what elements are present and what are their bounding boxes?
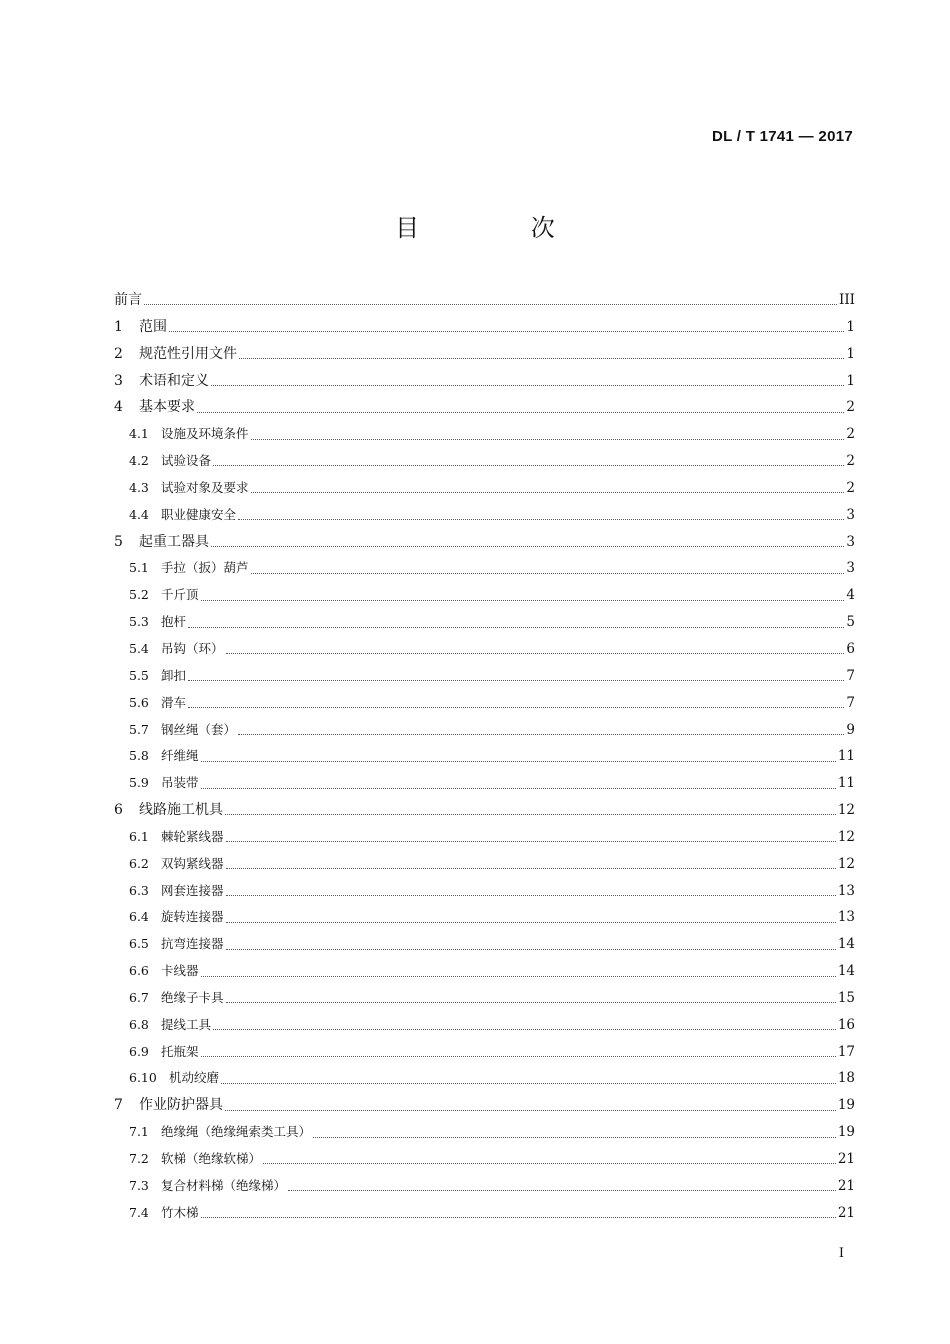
toc-entry-label: 托瓶架 — [161, 1043, 199, 1059]
toc-entry[interactable] — [114, 904, 855, 931]
toc-entry-page: 9 — [846, 721, 855, 738]
dot-leader — [169, 330, 844, 332]
page-number: I — [838, 1246, 844, 1261]
dot-leader — [197, 411, 844, 413]
toc-entry[interactable] — [114, 448, 855, 475]
toc-entry-label: 提线工具 — [161, 1016, 212, 1032]
toc-entry-label: 双钩紧线器 — [161, 855, 224, 871]
toc-entry-page: 21 — [837, 1151, 855, 1167]
toc-entry-number: 6.10 — [129, 1070, 157, 1086]
toc-entry[interactable] — [114, 555, 855, 582]
toc-entry-page: 12 — [837, 828, 855, 845]
dot-leader — [211, 384, 844, 386]
toc-entry-label: 抱杆 — [161, 614, 187, 630]
toc-entry-label: 试验对象及要求 — [161, 479, 249, 495]
toc-entry[interactable] — [114, 1039, 855, 1066]
toc-entry-label: 竹木梯 — [161, 1204, 199, 1220]
toc-entry-page: 7 — [846, 694, 855, 711]
toc-entry-number: 3 — [114, 372, 123, 389]
toc-entry[interactable] — [114, 1173, 855, 1200]
dot-leader — [288, 1189, 836, 1191]
dot-leader — [201, 1216, 836, 1218]
toc-entry-page: 18 — [837, 1070, 855, 1087]
toc-entry-label: 规范性引用文件 — [139, 345, 237, 362]
toc-entry-number: 5.6 — [129, 694, 149, 710]
dot-leader — [226, 921, 836, 923]
dot-leader — [213, 464, 844, 466]
toc-entry[interactable] — [114, 529, 855, 556]
dot-leader — [251, 491, 845, 493]
toc-entry-page: 13 — [837, 909, 855, 926]
toc-title: 目 次 — [395, 214, 607, 242]
toc-entry-page: 2 — [846, 426, 855, 443]
dot-leader — [225, 813, 836, 815]
toc-entry[interactable] — [114, 1119, 855, 1146]
toc-entry-page: 19 — [837, 1097, 855, 1114]
toc-entry[interactable] — [114, 797, 855, 824]
toc-entry[interactable] — [114, 636, 855, 663]
dot-leader — [201, 975, 836, 977]
toc-entry-label: 范围 — [139, 318, 167, 335]
toc-entry-number: 6.7 — [129, 989, 149, 1005]
toc-entry-label: 吊钩（环） — [161, 640, 224, 656]
toc-entry-label: 网套连接器 — [161, 882, 224, 898]
toc-entry[interactable] — [114, 502, 855, 529]
toc-entry-label: 卸扣 — [161, 667, 187, 683]
dot-leader — [211, 545, 844, 547]
dot-leader — [201, 787, 836, 789]
toc-entry-page: III — [839, 292, 855, 308]
toc-entry-label: 千斤顶 — [161, 587, 199, 603]
toc-entry-page: 2 — [846, 479, 855, 496]
toc-entry-page: 4 — [846, 587, 855, 604]
toc-entry-page: 6 — [846, 640, 855, 657]
toc-entry-number: 4.2 — [129, 453, 149, 469]
toc-entry-page: 14 — [837, 963, 855, 980]
toc-entry-number: 7.3 — [129, 1177, 149, 1193]
toc-entry-number: 2 — [114, 345, 123, 362]
toc-entry[interactable] — [114, 341, 855, 368]
dot-leader — [226, 1001, 836, 1003]
toc-entry-page: 3 — [846, 533, 855, 550]
toc-entry-number: 6.9 — [129, 1043, 149, 1059]
dot-leader — [251, 572, 845, 574]
toc-entry-number: 6.1 — [129, 828, 149, 844]
toc-entry[interactable] — [114, 931, 855, 958]
toc-entry-page: 2 — [846, 399, 855, 416]
dot-leader — [226, 894, 836, 896]
toc-entry-label: 复合材料梯（绝缘梯） — [161, 1177, 287, 1193]
toc-entry-number: 4.1 — [129, 426, 149, 442]
toc-entry-number: 5.7 — [129, 721, 149, 737]
toc-entry[interactable] — [114, 1012, 855, 1039]
toc-entry-page: 1 — [846, 318, 855, 335]
toc-entry-label: 纤维绳 — [161, 748, 199, 764]
toc-entry-label: 棘轮紧线器 — [161, 828, 224, 844]
dot-leader — [221, 1082, 836, 1084]
toc-entry[interactable] — [114, 824, 855, 851]
toc-entry[interactable] — [114, 1092, 855, 1119]
dot-leader — [226, 840, 836, 842]
toc-entry-page: 12 — [837, 802, 855, 819]
toc-entry-number: 5.1 — [129, 560, 149, 576]
toc-entry-number: 5.2 — [129, 587, 149, 603]
toc-entry[interactable] — [114, 690, 855, 717]
toc-entry-number: 6.8 — [129, 1016, 149, 1032]
toc-entry[interactable] — [114, 609, 855, 636]
toc-entry-label: 机动绞磨 — [169, 1070, 220, 1086]
toc-entry-label: 旋转连接器 — [161, 909, 224, 925]
dot-leader — [201, 599, 845, 601]
toc-entry[interactable] — [114, 743, 855, 770]
toc-entry-label: 试验设备 — [161, 453, 212, 469]
toc-entry-label: 软梯（绝缘软梯） — [161, 1151, 262, 1166]
toc-entry-number: 5.3 — [129, 614, 149, 630]
toc-entry[interactable] — [114, 878, 855, 905]
dot-leader — [226, 948, 836, 950]
toc-entry[interactable] — [114, 985, 855, 1012]
toc-entry-label: 钢丝绳（套） — [161, 721, 237, 737]
toc-entry-page: 15 — [837, 989, 855, 1006]
toc-entry[interactable] — [114, 582, 855, 609]
toc-entry-label: 设施及环境条件 — [161, 426, 249, 442]
toc-entry-page: 1 — [846, 372, 855, 389]
toc-entry[interactable] — [114, 475, 855, 502]
dot-leader — [213, 1028, 836, 1030]
toc-entry-page: 14 — [837, 936, 855, 953]
dot-leader — [226, 867, 836, 869]
toc-entry-page: 1 — [846, 345, 855, 362]
toc-entry[interactable] — [114, 717, 855, 744]
toc-entry-number: 6.6 — [129, 963, 149, 979]
toc-entry-page: 3 — [846, 506, 855, 523]
toc-entry-page: 21 — [837, 1177, 855, 1194]
toc-entry-label: 职业健康安全 — [161, 506, 237, 522]
dot-leader — [201, 1055, 836, 1057]
toc-entry-number: 5.5 — [129, 667, 149, 683]
toc-entry-page: 17 — [837, 1043, 855, 1060]
toc-entry-label: 起重工器具 — [139, 533, 209, 550]
dot-leader — [226, 652, 845, 654]
toc-entry-number: 4.3 — [129, 479, 149, 495]
toc-entry-label: 手拉（扳）葫芦 — [161, 560, 249, 576]
toc-entry-number: 6.4 — [129, 909, 149, 925]
toc-entry-number: 6.2 — [129, 855, 149, 871]
toc-entry-page: 2 — [846, 453, 855, 470]
dot-leader — [188, 626, 844, 628]
toc-entry[interactable] — [114, 770, 855, 797]
dot-leader — [238, 518, 844, 520]
toc-entry[interactable] — [114, 663, 855, 690]
toc-entry-number: 7 — [114, 1097, 123, 1114]
toc-entry-number: 7.2 — [129, 1151, 149, 1166]
toc-entry-number: 6.3 — [129, 882, 149, 898]
toc-entry[interactable] — [114, 1146, 855, 1173]
toc-entry-label: 卡线器 — [161, 963, 199, 979]
toc-entry-number: 5.8 — [129, 748, 149, 764]
toc-entry-number: 5.9 — [129, 775, 149, 791]
toc-entry-label: 抗弯连接器 — [161, 936, 224, 952]
toc-entry-page: 11 — [837, 775, 855, 792]
dot-leader — [239, 357, 844, 359]
toc-entry-page: 7 — [846, 667, 855, 684]
toc-entry-page: 12 — [837, 855, 855, 872]
dot-leader — [188, 679, 844, 681]
toc-entry-page: 13 — [837, 882, 855, 899]
toc-entry-label: 滑车 — [161, 694, 187, 710]
toc-entry[interactable] — [114, 368, 855, 395]
toc-entry-number: 6.5 — [129, 936, 149, 952]
toc-entry-page: 16 — [837, 1016, 855, 1033]
dot-leader — [188, 706, 844, 708]
toc-entry-label: 吊装带 — [161, 775, 199, 791]
toc-entry[interactable] — [114, 958, 855, 985]
toc-entry-label: 前言 — [114, 292, 142, 308]
dot-leader — [201, 760, 836, 762]
toc-entry-page: 19 — [837, 1124, 855, 1141]
dot-leader — [144, 303, 837, 305]
toc-entry-number: 1 — [114, 318, 123, 335]
toc-entry[interactable] — [114, 1200, 855, 1227]
toc-entry-number: 6 — [114, 802, 123, 819]
toc-entry-number: 5 — [114, 533, 123, 550]
toc-entry[interactable] — [114, 421, 855, 448]
toc-entry-number: 5.4 — [129, 640, 149, 656]
toc-entry-label: 术语和定义 — [139, 372, 209, 389]
dot-leader — [225, 1109, 836, 1111]
standard-code: DL / T 1741 — 2017 — [711, 128, 853, 145]
toc-entry-number: 7.1 — [129, 1124, 149, 1140]
toc-entry-label: 线路施工机具 — [139, 802, 223, 819]
dot-leader — [251, 438, 845, 440]
toc-entry[interactable] — [114, 314, 855, 341]
toc-entry-page: 21 — [837, 1204, 855, 1221]
toc-entry-label: 基本要求 — [139, 399, 195, 416]
toc-entry[interactable] — [114, 287, 855, 314]
dot-leader — [263, 1162, 836, 1164]
toc-entry[interactable] — [114, 1065, 855, 1092]
toc-entry[interactable] — [114, 394, 855, 421]
toc-entry-label: 绝缘子卡具 — [161, 989, 224, 1005]
dot-leader — [238, 733, 844, 735]
toc-entry-page: 3 — [846, 560, 855, 577]
toc-entry-number: 4 — [114, 399, 123, 416]
toc-entry-number: 4.4 — [129, 506, 149, 522]
toc-entry-page: 5 — [846, 614, 855, 631]
dot-leader — [313, 1136, 836, 1138]
toc-entry-label: 作业防护器具 — [139, 1097, 223, 1114]
toc-entry-label: 绝缘绳（绝缘绳索类工具） — [161, 1124, 312, 1140]
toc-entry-page: 11 — [837, 748, 855, 765]
toc-entry[interactable] — [114, 851, 855, 878]
toc-entry-number: 7.4 — [129, 1204, 149, 1220]
table-of-contents — [114, 287, 855, 1227]
